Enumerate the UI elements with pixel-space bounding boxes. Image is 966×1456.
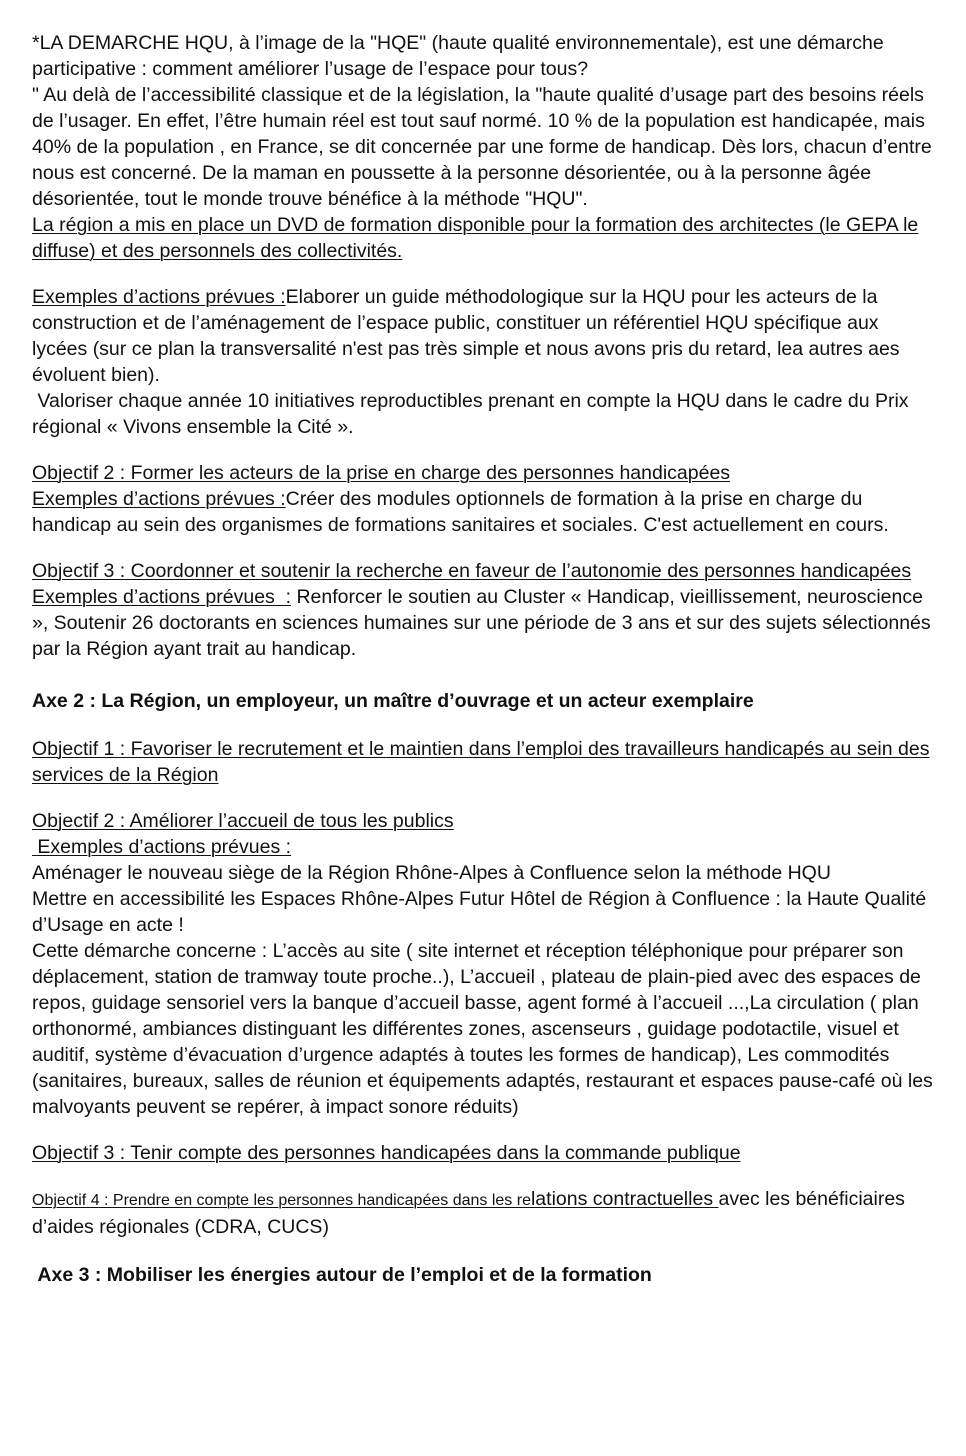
axe-2-objective-3: Objectif 3 : Tenir compte des personnes handicapées dans la commande publique <box>32 1142 741 1164</box>
examples-text: Créer des modules optionnels de formation à la prise en charge du handicap au sein des organismes de formations sanitaires et sociales. C'est actuellement en cours. <box>32 488 889 536</box>
objective-4-small-text: Objectif 4 : Prendre en compte les personnes handicapées dans les re <box>32 1192 531 1209</box>
axe-2-objective-2-line-1: Aménager le nouveau siège de la Région Rhône-Alpes à Confluence selon la méthode HQU <box>32 862 831 884</box>
objective-2-title: Objectif 2 : Former les acteurs de la prise en charge des personnes handicapées <box>32 462 731 484</box>
axe-3-heading: Axe 3 : Mobiliser les énergies autour de l’emploi et de la formation <box>32 1264 652 1286</box>
block1-examples-2: Valoriser chaque année 10 initiatives reproductibles prenant en compte la HQU dans le cadre du Prix régional « Vivons ensemble la Cité ». <box>32 390 914 438</box>
objective-4-rest: avec les bénéficiaires d’aides régionales (CDRA, CUCS) <box>32 1188 905 1238</box>
objective-4-large-text: lations contractuelles <box>530 1188 719 1210</box>
axe-2-objective-2-line-2: Mettre en accessibilité les Espaces Rhône-Alpes Futur Hôtel de Région à Confluence : la Haute Qualité d’Usage en acte ! <box>32 888 927 936</box>
examples-label: Exemples d’actions prévues : <box>32 586 292 608</box>
axe-2-objective-1: Objectif 1 : Favoriser le recrutement et le maintien dans l’emploi des travailleurs handicapés au sein des services de la Région <box>32 738 930 786</box>
block1-examples <box>32 284 937 388</box>
intro-paragraph-3: La région a mis en place un DVD de formation disponible pour la formation des architectes (le GEPA le diffuse) et des personnels des collectivités. <box>32 214 919 262</box>
axe-2-objective-2-line-3: Cette démarche concerne : L’accès au site ( site internet et réception téléphonique pour préparer son déplacement, station de tramway toute proche..), L’accueil , plateau de plain-pied avec des espaces de repos, guidage sensoriel vers la banque d’accueil basse, agent formé à l’accueil ...,La circulation ( plan orthonormé, ambiances distinguant les différentes zones, ascenseurs , guidage podotactile, visuel et auditif, système d’évacuation d’urgence adaptés à toutes les formes de handicap), Les commodités (sanitaires, bureaux, salles de réunion et équipements adaptés, restaurant et espaces pause-café où les malvoyants peuvent se repérer, à impact sonore réduits) <box>32 940 933 1118</box>
objective-3-examples <box>32 584 937 662</box>
axe-2-objective-2-label: Exemples d’actions prévues : <box>32 836 292 858</box>
examples-text: Elaborer un guide méthodologique sur la HQU pour les acteurs de la construction et de l’aménagement de l’espace public, constituer un référentiel HQU spécifique aux lycées (sur ce plan la transversalité n'est pas très simple et nous avons pris du retard, lea autres aes évoluent bien). <box>32 286 900 386</box>
objective-3-title: Objectif 3 : Coordonner et soutenir la recherche en faveur de l’autonomie des personnes handicapées <box>32 560 912 582</box>
intro-paragraph-2: " Au delà de l’accessibilité classique et de la législation, la "haute qualité d’usage part des besoins réels de l’usager. En effet, l’être humain réel est tout sauf normé. 10 % de la population est handicapée, mais 40% de la population , en France, se dit concernée par une forme de handicap. Dès lors, chacun d’entre nous est concerné. De la maman en poussette à la personne désorientée, ou à la personne âgée désorientée, tout le monde trouve bénéfice à la méthode "HQU". <box>32 84 932 210</box>
examples-label: Exemples d’actions prévues : <box>32 286 286 308</box>
intro-paragraph-1: *LA DEMARCHE HQU, à l’image de la "HQE" (haute qualité environnementale), est une démarche participative : comment améliorer l’usage de l’espace pour tous? <box>32 32 884 80</box>
document-page <box>32 30 937 1288</box>
axe-2-objective-4 <box>32 1186 937 1240</box>
axe-2-objective-2-title: Objectif 2 : Améliorer l’accueil de tous les publics <box>32 810 454 832</box>
axe-2-heading: Axe 2 : La Région, un employeur, un maître d’ouvrage et un acteur exemplaire <box>32 690 754 712</box>
objective-2-examples <box>32 486 937 538</box>
examples-label: Exemples d’actions prévues : <box>32 488 286 510</box>
examples-text: Renforcer le soutien au Cluster « Handicap, vieillissement, neuroscience », Soutenir 26 doctorants en sciences humaines sur une période de 3 ans et sur des sujets sélectionnés par la Région ayant trait au handicap. <box>32 586 931 660</box>
